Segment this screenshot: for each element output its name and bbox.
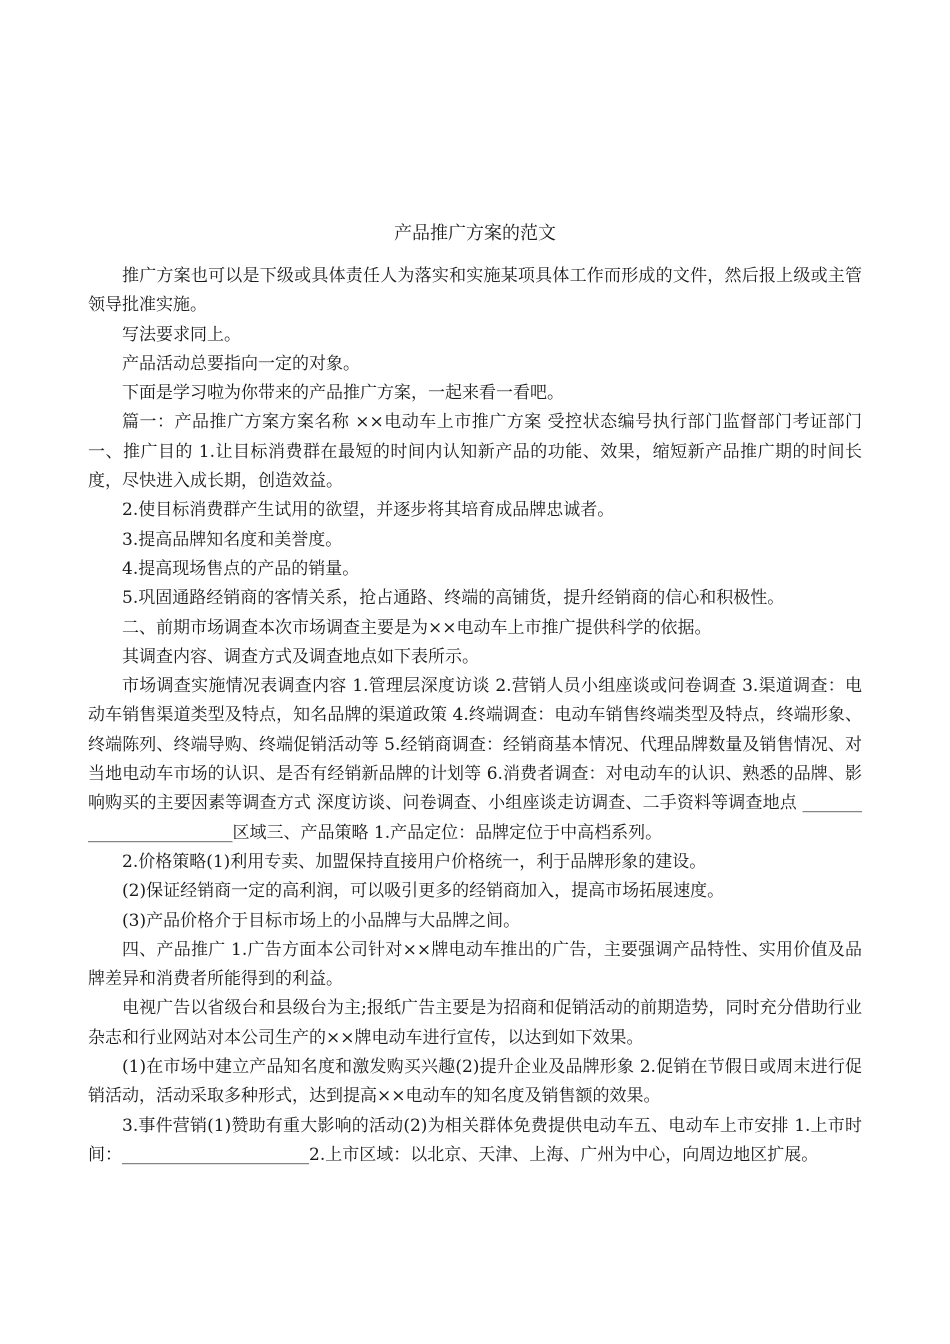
paragraph: (1)在市场中建立产品知名度和激发购买兴趣(2)提升企业及品牌形象 2.促销在节假日或周末进行促销活动，活动采取多种形式，达到提高××电动车的知名度及销售额的效果。 [88, 1057, 862, 1107]
paragraph: 四、产品推广 1.广告方面本公司针对××牌电动车推出的广告，主要强调产品特性、实用价值及品牌差异和消费者所能得到的利益。 [88, 939, 862, 990]
paragraph: 下面是学习啦为你带来的产品推广方案，一起来看一看吧。 [122, 383, 564, 404]
paragraph: 推广方案也可以是下级或具体责任人为落实和实施某项具体工作而形成的文件，然后报上级或主管领导批准实施。 [88, 266, 862, 316]
paragraph: 4.提高现场售点的产品的销量。 [122, 558, 360, 579]
document-body [88, 262, 862, 1170]
paragraph: 3.提高品牌知名度和美誉度。 [122, 529, 343, 550]
paragraph: 3.事件营销(1)赞助有重大影响的活动(2)为相关群体免费提供电动车五、电动车上市安排 1.上市时间：______________________2.上市区域：以北京、天津、上海、广州为中心，向周边地区扩展。 [88, 1115, 862, 1165]
paragraph: 市场调查实施情况表调查内容 1.管理层深度访谈 2.营销人员小组座谈或问卷调查 3.渠道调查：电动车销售渠道类型及特点，知名品牌的渠道政策 4.终端调查：电动车销售终端类型及特点，终端形象、终端陈列、终端导购、终端促销活动等 5.经销商调查：经销商基本情况、代理品牌数量及销售情况、对当地电动车市场的认识、是否有经销新品牌的计划等 6.消费者调查：对电动车的认识、熟悉的品牌、影响购买的主要因素等调查方式 深度访谈、问卷调查、小组座谈走访调查、二手资料等调查地点 ________________________区域三、产品策略 1.产品定位：品牌定位于中高档系列。 [88, 676, 862, 843]
paragraph: (2)保证经销商一定的高利润，可以吸引更多的经销商加入，提高市场拓展速度。 [122, 881, 725, 902]
paragraph: 其调查内容、调查方式及调查地点如下表所示。 [122, 646, 479, 667]
paragraph: 篇一：产品推广方案方案名称 ××电动车上市推广方案 受控状态编号执行部门监督部门考证部门一、推广目的 1.让目标消费群在最短的时间内认知新产品的功能、效果，缩短新产品推广期的时间长度，尽快进入成长期，创造效益。 [88, 412, 862, 492]
paragraph: 2.价格策略(1)利用专卖、加盟保持直接用户价格统一，利于品牌形象的建设。 [122, 851, 707, 872]
paragraph: 2.使目标消费群产生试用的欲望，并逐步将其培育成品牌忠诚者。 [122, 500, 615, 521]
document-title: 产品推广方案的范文 [394, 223, 556, 244]
paragraph: (3)产品价格介于目标市场上的小品牌与大品牌之间。 [122, 910, 521, 931]
paragraph: 写法要求同上。 [122, 324, 241, 345]
paragraph: 5.巩固通路经销商的客情关系，抢占通路、终端的高铺货，提升经销商的信心和积极性。 [122, 588, 785, 609]
paragraph: 二、前期市场调查本次市场调查主要是为××电动车上市推广提供科学的依据。 [122, 617, 712, 638]
paragraph: 电视广告以省级台和县级台为主;报纸广告主要是为招商和促销活动的前期造势，同时充分借助行业杂志和行业网站对本公司生产的××牌电动车进行宣传，以达到如下效果。 [88, 998, 862, 1048]
paragraph: 产品活动总要指向一定的对象。 [122, 353, 360, 374]
